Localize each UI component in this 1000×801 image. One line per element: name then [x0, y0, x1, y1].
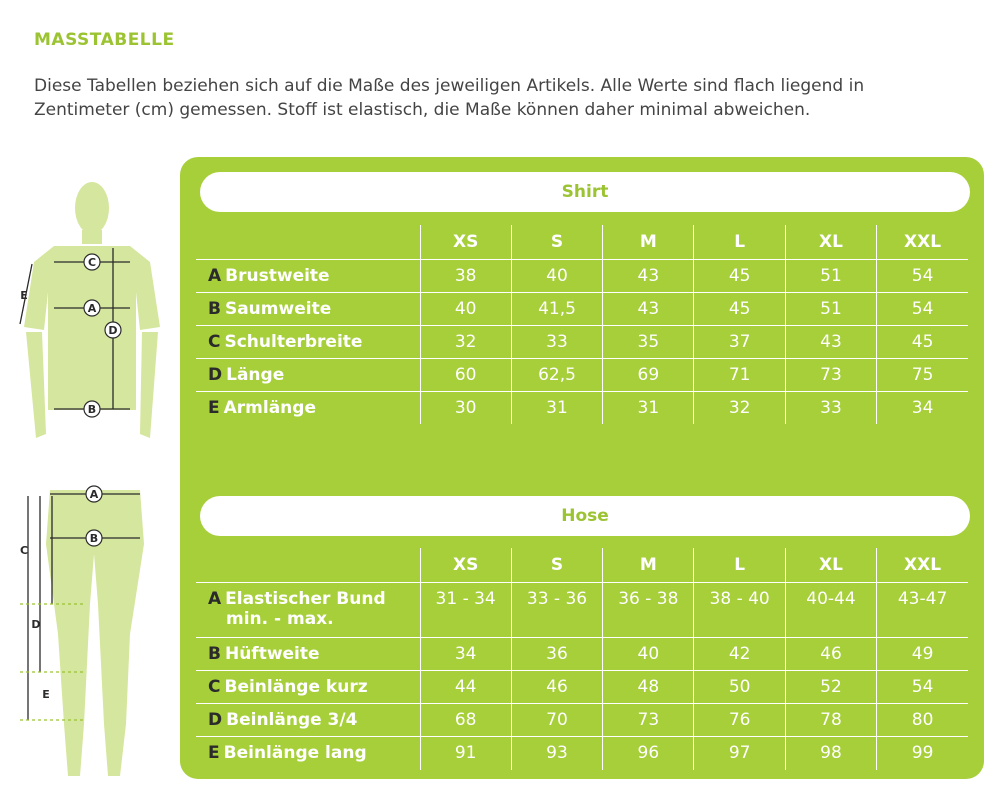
- table-cell: 33 - 36: [511, 582, 602, 637]
- table-row: [196, 670, 968, 703]
- row-label-text: Beinlänge 3/4: [226, 709, 358, 730]
- table-cell: 40: [511, 259, 602, 292]
- row-label: [196, 391, 420, 424]
- row-label: [196, 259, 420, 292]
- table-cell: 37: [694, 325, 785, 358]
- row-label-text: Beinlänge lang: [223, 743, 367, 764]
- label-column-header: [196, 225, 420, 259]
- size-header-xxl: XXL: [877, 225, 968, 259]
- table-cell: 99: [877, 736, 968, 770]
- row-label: [196, 637, 420, 670]
- size-header-xs: XS: [420, 548, 511, 582]
- table-row: [196, 325, 968, 358]
- table-cell: 43: [603, 292, 694, 325]
- table-cell: 51: [785, 259, 876, 292]
- table-cell: 78: [785, 703, 876, 736]
- marker-c: C: [87, 256, 97, 269]
- table-header-row: [196, 548, 968, 582]
- hose-section-title: Hose: [200, 496, 970, 536]
- table-cell: 93: [511, 736, 602, 770]
- table-cell: 45: [694, 292, 785, 325]
- table-cell: 40-44: [785, 582, 876, 637]
- size-header-xl: XL: [785, 548, 876, 582]
- row-letter: E: [208, 397, 220, 418]
- table-row: [196, 292, 968, 325]
- table-cell: 40: [420, 292, 511, 325]
- size-header-s: S: [511, 225, 602, 259]
- marker-a: A: [87, 302, 97, 315]
- row-label-text: Länge: [226, 364, 285, 385]
- table-row: [196, 358, 968, 391]
- row-letter: A: [208, 588, 222, 609]
- shirt-figure-illustration: [14, 172, 174, 444]
- row-label: [196, 670, 420, 703]
- table-cell: 36 - 38: [603, 582, 694, 637]
- table-cell: 54: [877, 670, 968, 703]
- size-header-m: M: [603, 225, 694, 259]
- table-cell: 33: [785, 391, 876, 424]
- table-cell: 33: [511, 325, 602, 358]
- row-letter: A: [208, 265, 222, 286]
- row-label-text: Hüftweite: [224, 643, 320, 664]
- table-cell: 46: [511, 670, 602, 703]
- row-label: [196, 703, 420, 736]
- table-cell: 42: [694, 637, 785, 670]
- row-label: [196, 358, 420, 391]
- table-cell: 71: [694, 358, 785, 391]
- table-cell: 38 - 40: [694, 582, 785, 637]
- table-cell: 43-47: [877, 582, 968, 637]
- table-cell: 41,5: [511, 292, 602, 325]
- table-cell: 31: [603, 391, 694, 424]
- table-cell: 50: [694, 670, 785, 703]
- table-cell: 73: [603, 703, 694, 736]
- table-cell: 49: [877, 637, 968, 670]
- table-cell: 36: [511, 637, 602, 670]
- table-cell: 52: [785, 670, 876, 703]
- row-letter: C: [208, 676, 221, 697]
- size-header-m: M: [603, 548, 694, 582]
- table-cell: 31: [511, 391, 602, 424]
- table-cell: 31 - 34: [420, 582, 511, 637]
- table-cell: 51: [785, 292, 876, 325]
- row-label: [196, 292, 420, 325]
- row-label: [196, 736, 420, 770]
- table-row: [196, 391, 968, 424]
- label-column-header: [196, 548, 420, 582]
- row-letter: C: [208, 331, 221, 352]
- shirt-section-title: Shirt: [200, 172, 970, 212]
- table-header-row: [196, 225, 968, 259]
- table-cell: 40: [603, 637, 694, 670]
- row-label: [196, 325, 420, 358]
- table-cell: 68: [420, 703, 511, 736]
- size-header-xs: XS: [420, 225, 511, 259]
- table-cell: 91: [420, 736, 511, 770]
- row-letter: E: [208, 743, 220, 764]
- row-label-text: Saumweite: [224, 298, 332, 319]
- marker-a: A: [89, 488, 99, 501]
- table-cell: 75: [877, 358, 968, 391]
- table-cell: 54: [877, 259, 968, 292]
- row-sublabel: min. - max.: [226, 608, 334, 629]
- pants-figure-illustration: [14, 484, 174, 784]
- size-header-xl: XL: [785, 225, 876, 259]
- marker-e: E: [20, 289, 28, 302]
- intro-text: Diese Tabellen beziehen sich auf die Maße des jeweiligen Artikels. Alle Werte sind flach liegend in Zentimeter (cm) gemessen. Stoff ist elastisch, die Maße können daher minimal abweichen.: [34, 76, 865, 120]
- table-row: [196, 259, 968, 292]
- marker-e: E: [42, 688, 50, 701]
- table-cell: 38: [420, 259, 511, 292]
- row-letter: D: [208, 364, 223, 385]
- size-chart-panel: [180, 157, 984, 779]
- table-cell: 35: [603, 325, 694, 358]
- table-cell: 34: [420, 637, 511, 670]
- row-label-text: Schulterbreite: [224, 331, 363, 352]
- marker-d: D: [31, 618, 41, 631]
- hose-size-table: [196, 548, 968, 770]
- page-title: MASSTABELLE: [34, 30, 175, 50]
- table-cell: 60: [420, 358, 511, 391]
- row-letter: B: [208, 298, 221, 319]
- table-cell: 76: [694, 703, 785, 736]
- size-header-l: L: [694, 225, 785, 259]
- table-cell: 44: [420, 670, 511, 703]
- table-cell: 46: [785, 637, 876, 670]
- table-cell: 32: [694, 391, 785, 424]
- marker-c: C: [19, 544, 29, 557]
- row-label: [196, 582, 420, 637]
- table-cell: 54: [877, 292, 968, 325]
- marker-d: D: [108, 324, 118, 337]
- row-label-text: Elastischer Bund: [225, 588, 386, 609]
- size-header-s: S: [511, 548, 602, 582]
- table-cell: 34: [877, 391, 968, 424]
- size-header-l: L: [694, 548, 785, 582]
- row-letter: D: [208, 709, 223, 730]
- table-cell: 30: [420, 391, 511, 424]
- table-cell: 48: [603, 670, 694, 703]
- marker-b: B: [89, 532, 99, 545]
- table-cell: 43: [603, 259, 694, 292]
- table-row: [196, 736, 968, 770]
- row-label-text: Armlänge: [223, 397, 316, 418]
- table-cell: 69: [603, 358, 694, 391]
- table-cell: 43: [785, 325, 876, 358]
- table-row: [196, 582, 968, 637]
- table-cell: 62,5: [511, 358, 602, 391]
- row-letter: B: [208, 643, 221, 664]
- table-cell: 70: [511, 703, 602, 736]
- table-cell: 96: [603, 736, 694, 770]
- row-label-text: Brustweite: [225, 265, 330, 286]
- row-label-text: Beinlänge kurz: [224, 676, 368, 697]
- table-cell: 45: [877, 325, 968, 358]
- table-cell: 73: [785, 358, 876, 391]
- table-cell: 97: [694, 736, 785, 770]
- size-header-xxl: XXL: [877, 548, 968, 582]
- table-cell: 98: [785, 736, 876, 770]
- table-cell: 45: [694, 259, 785, 292]
- marker-b: B: [87, 403, 97, 416]
- table-cell: 32: [420, 325, 511, 358]
- table-row: [196, 637, 968, 670]
- shirt-size-table: [196, 225, 968, 424]
- table-cell: 80: [877, 703, 968, 736]
- table-row: [196, 703, 968, 736]
